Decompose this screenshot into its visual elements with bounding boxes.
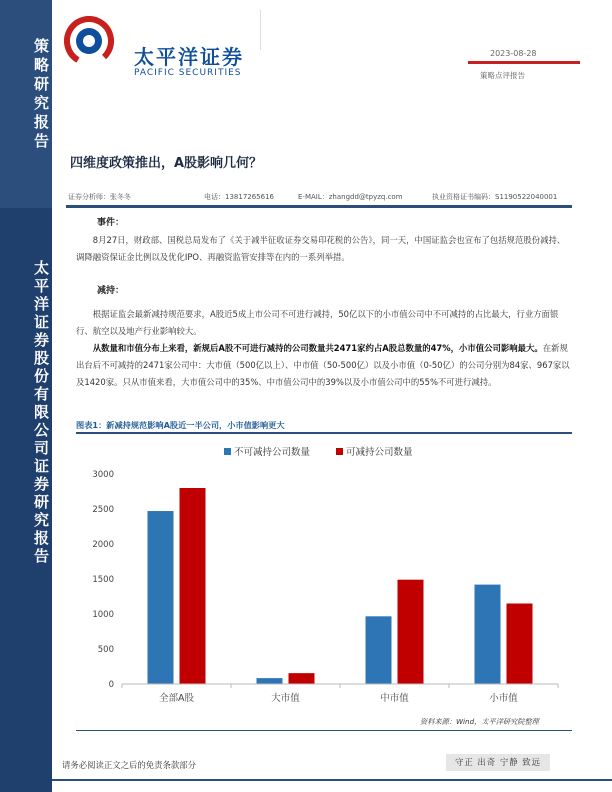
report-title: 四维度政策推出，A股影响几何？ <box>70 156 263 171</box>
logo-english-name: PACIFIC SECURITIES <box>134 68 242 78</box>
y-tick-label-1: 500 <box>97 645 114 655</box>
bar-全部A股-1 <box>180 488 206 684</box>
figure-top-rule <box>76 432 572 434</box>
y-tick-label-6: 3000 <box>92 470 114 480</box>
y-tick-label-4: 2000 <box>92 540 114 550</box>
bar-中市值-1 <box>398 580 424 684</box>
chart-bars <box>148 488 533 684</box>
x-tick-label-1: 大市值 <box>271 693 300 704</box>
bar-全部A股-0 <box>148 511 174 684</box>
y-tick-label-5: 2500 <box>92 505 114 515</box>
figure-bottom-rule <box>76 730 572 731</box>
paragraph-reduction-2-bold: 从数量和市值分布上来看，新规后A股不可进行减持的公司数量共2471家约占A股总数量的47%，小市值公司影响最大。 <box>92 343 543 353</box>
paragraph-event <box>76 232 572 266</box>
sidebar-company-name: 太平洋证券股份有限公司证券研究报告 <box>32 260 50 566</box>
legend-swatch-0 <box>224 448 231 455</box>
paragraph-reduction-1-text: 根据证监会最新减持规范要求，A股近5成上市公司不可进行减持，50亿以下的小市值公司中不可减持的占比最大，行业方面银行、航空以及地产行业影响较大。 <box>76 309 559 336</box>
legend-label-1: 可减持公司数量 <box>346 447 413 458</box>
company-logo-icon <box>64 16 114 66</box>
analyst-name: 证券分析师：张冬冬 <box>68 193 131 201</box>
bar-chart <box>76 436 572 714</box>
paragraph-reduction-1 <box>76 306 572 340</box>
paragraph-event-text: 8月27日，财政部、国税总局发布了《关于减半征收证券交易印花税的公告》，同一天，中国证监会也宣布了包括规范股份减持、调降融资保证金比例以及优化IPO、再融资监管安排等在内的一系列举措。 <box>76 235 566 262</box>
section-heading-reduction: 减持： <box>97 286 125 296</box>
legend-swatch-1 <box>336 448 343 455</box>
figure-title: 图表1：新减持规范影响A股近一半公司，小市值影响更大 <box>76 420 285 430</box>
paragraph-reduction-2 <box>76 340 572 391</box>
section-heading-event: 事件： <box>97 218 125 228</box>
legend-label-0: 不可减持公司数量 <box>234 447 311 458</box>
bar-小市值-1 <box>507 604 533 685</box>
bar-大市值-1 <box>289 673 315 684</box>
x-tick-label-0: 全部A股 <box>159 693 194 704</box>
bar-大市值-0 <box>257 678 283 684</box>
y-tick-label-2: 1000 <box>92 610 114 620</box>
footer-motto: 守正 出奇 宁静 致远 <box>446 754 550 771</box>
x-tick-label-3: 小市值 <box>489 693 518 704</box>
logo-chinese-name: 太平洋证券 <box>134 45 244 69</box>
chart-legend <box>224 446 413 458</box>
y-tick-label-0: 0 <box>108 680 114 690</box>
y-tick-label-3: 1500 <box>92 575 114 585</box>
header-accent-bar <box>468 61 580 64</box>
header-divider <box>260 10 261 50</box>
figure-source: 资料来源：Wind，太平洋研究院整理 <box>420 717 539 726</box>
paragraph-reduction-2-text: 在新规出台后不可减持的2471家公司中：大市值（500亿以上）、中市值（50-500亿）以及小市值（0-50亿）的公司分别为84家、967家以及1420家。只从市值来看，大市值公司中的35%、中市值公司中的39%以及小市值公司中的55%不可进行减持。 <box>76 343 570 387</box>
footer-disclaimer: 请务必阅读正文之后的免责条款部分 <box>62 760 196 770</box>
chart-x-axis <box>122 684 558 704</box>
bar-小市值-0 <box>475 585 501 684</box>
x-tick-label-2: 中市值 <box>380 693 409 704</box>
bar-中市值-0 <box>366 616 392 684</box>
report-date: 2023-08-28 <box>490 49 537 58</box>
analyst-email: E-MAIL：zhangdd@tpyzq.com <box>298 193 403 201</box>
meta-divider <box>66 205 572 208</box>
footer-rule <box>52 779 612 781</box>
analyst-phone: 电话：13817265616 <box>204 193 274 201</box>
sidebar-report-category: 策略研究报告 <box>32 38 50 152</box>
analyst-license: 执业资格证书编码：S1190522040001 <box>432 193 558 201</box>
report-type: 策略点评报告 <box>480 71 525 80</box>
chart-y-axis <box>92 470 114 690</box>
